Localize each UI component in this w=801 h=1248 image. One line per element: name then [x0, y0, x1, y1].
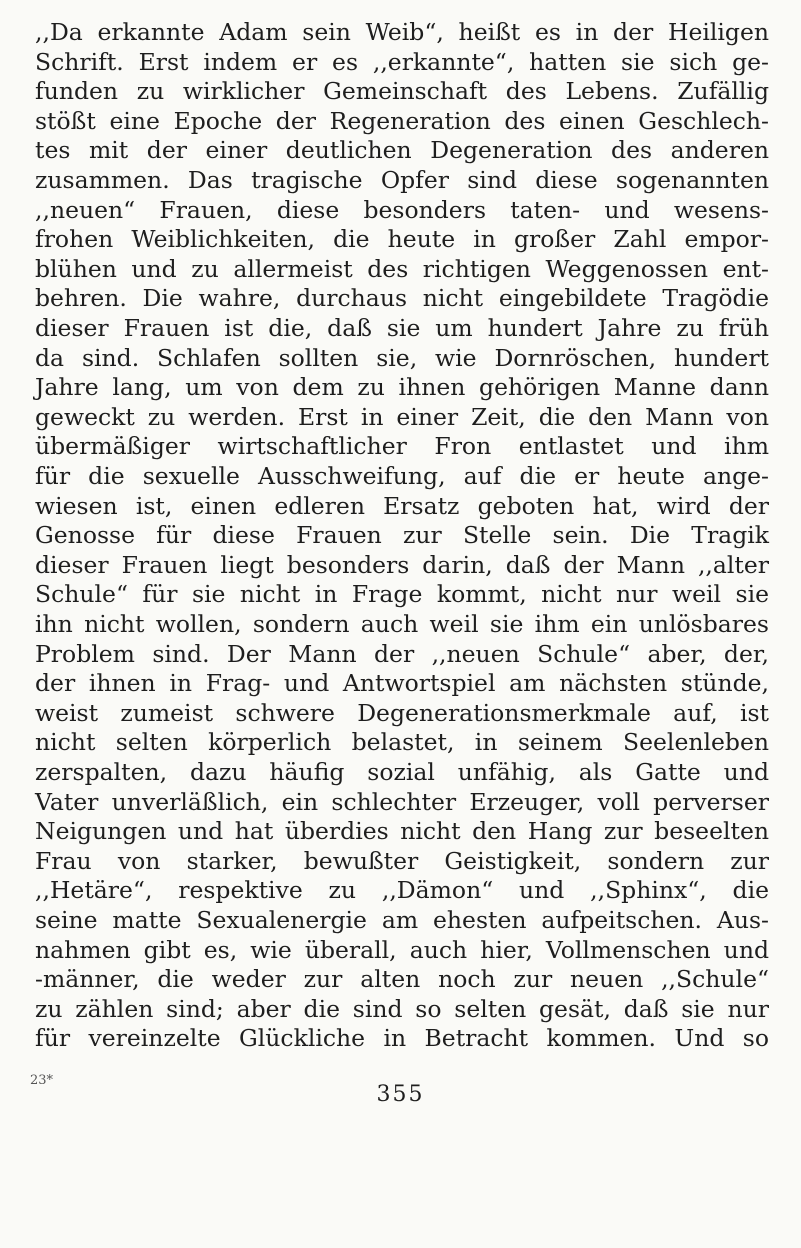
- text-line-31: seine matte Sexualenergie am ehesten aufpeitschen. Aus-: [35, 906, 769, 934]
- text-line-18: Genosse für diese Frauen zur Stelle sein. Die Tragik: [35, 521, 769, 550]
- text-line-15: übermäßiger wirtschaftlicher Fron entlastet und ihm: [35, 432, 769, 461]
- text-line-10: behren. Die wahre, durchaus nicht eingebildete Tragödie: [35, 284, 769, 313]
- text-line-19: dieser Frauen liegt besonders darin, daß der Mann ,,alter: [35, 550, 769, 579]
- text-line-26: zerspalten, dazu häufig sozial unfähig, als Gatte und: [35, 758, 769, 786]
- text-line-34: zu zählen sind; aber die sind so selten gesät, daß sie nur: [35, 994, 769, 1023]
- text-line-23: der ihnen in Frag- und Antwortspiel am nächsten stünde,: [35, 669, 769, 698]
- text-line-28: Neigungen und hat überdies nicht den Hang zur beseelten: [35, 817, 769, 846]
- text-line-24: weist zumeist schwere Degenerationsmerkmale auf, ist: [35, 698, 769, 727]
- text-line-13: Jahre lang, um von dem zu ihnen gehörigen Manne dann: [35, 373, 769, 402]
- signature-mark: 23*: [30, 1073, 54, 1088]
- text-line-27: Vater unverläßlich, ein schlechter Erzeuger, voll perverser: [35, 787, 769, 816]
- text-line-33: -männer, die weder zur alten noch zur neuen ,,Schule“: [35, 965, 769, 994]
- text-line-14: geweckt zu werden. Erst in einer Zeit, die den Mann von: [35, 402, 769, 431]
- text-line-29: Frau von starker, bewußter Geistigkeit, sondern zur: [35, 846, 769, 875]
- text-line-12: da sind. Schlafen sollten sie, wie Dornröschen, hundert: [35, 343, 769, 372]
- text-line-3: funden zu wirklicher Gemeinschaft des Lebens. Zufällig: [35, 77, 769, 106]
- text-line-1: ,,Da erkannte Adam sein Weib“, heißt es in der Heiligen: [35, 18, 769, 46]
- text-line-7: ,,neuen“ Frauen, diese besonders taten- und wesens-: [35, 195, 769, 224]
- text-line-35: für vereinzelte Glückliche in Betracht kommen. Und so: [35, 1024, 769, 1053]
- text-line-9: blühen und zu allermeist des richtigen Weggenossen ent-: [35, 254, 769, 283]
- text-line-8: frohen Weiblichkeiten, die heute in großer Zahl empor-: [35, 225, 769, 254]
- text-line-6: zusammen. Das tragische Opfer sind diese sogenannten: [35, 166, 769, 194]
- text-line-32: nahmen gibt es, wie überall, auch hier, Vollmenschen und: [35, 935, 769, 964]
- text-line-4: stößt eine Epoche der Regeneration des einen Geschlech-: [35, 106, 769, 135]
- text-line-17: wiesen ist, einen edleren Ersatz geboten hat, wird der: [35, 491, 769, 520]
- text-line-5: tes mit der einer deutlichen Degeneration des anderen: [35, 136, 769, 165]
- text-line-20: Schule“ für sie nicht in Frage kommt, nicht nur weil sie: [35, 580, 769, 609]
- text-line-11: dieser Frauen ist die, daß sie um hundert Jahre zu früh: [35, 314, 769, 342]
- text-line-30: ,,Hetäre“, respektive zu ,,Dämon“ und ,,Sphinx“, die: [35, 876, 769, 905]
- text-line-16: für die sexuelle Ausschweifung, auf die er heute ange-: [35, 462, 769, 490]
- text-line-21: ihn nicht wollen, sondern auch weil sie ihm ein unlösbares: [35, 610, 769, 638]
- text-line-22: Problem sind. Der Mann der ,,neuen Schule“ aber, der,: [35, 639, 769, 668]
- page-number: 355: [376, 1082, 425, 1107]
- text-line-25: nicht selten körperlich belastet, in seinem Seelenleben: [35, 728, 769, 757]
- text-line-2: Schrift. Erst indem er es ,,erkannte“, hatten sie sich ge-: [35, 47, 769, 76]
